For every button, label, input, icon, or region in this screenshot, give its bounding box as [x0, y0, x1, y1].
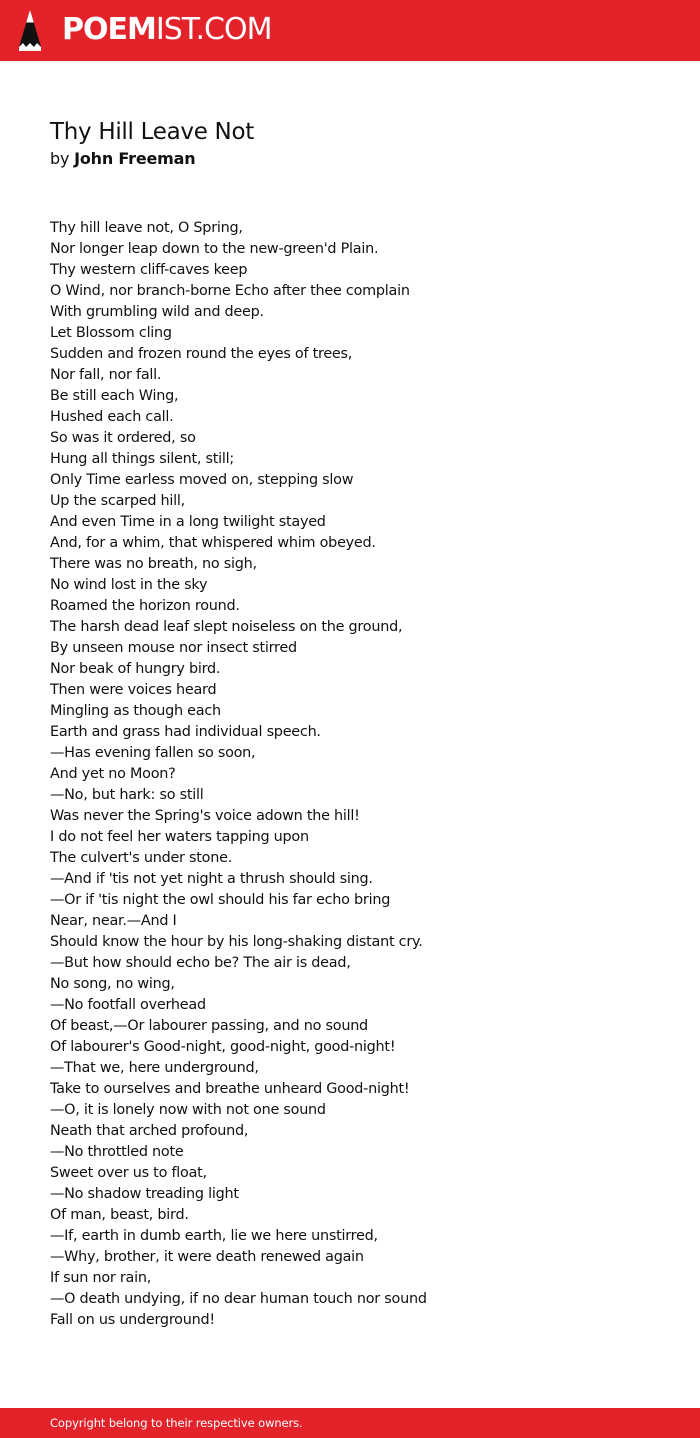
- poem-line: —O death undying, if no dear human touch nor sound: [50, 1291, 427, 1307]
- poem-line: O Wind, nor branch-borne Echo after thee complain: [50, 283, 410, 299]
- poem-line: Of labourer's Good-night, good-night, good-night!: [50, 1039, 396, 1055]
- poem-line: With grumbling wild and deep.: [50, 304, 264, 320]
- poem-line: Of man, beast, bird.: [50, 1207, 189, 1223]
- poem-line: —No, but hark: so still: [50, 787, 204, 803]
- poem-line: The harsh dead leaf slept noiseless on the ground,: [50, 619, 403, 635]
- poem-line: I do not feel her waters tapping upon: [50, 829, 309, 845]
- poem-line: And yet no Moon?: [50, 766, 176, 782]
- poem-line: —No shadow treading light: [50, 1186, 239, 1202]
- poem-line: —O, it is lonely now with not one sound: [50, 1102, 326, 1118]
- poem-line: Thy hill leave not, O Spring,: [50, 220, 243, 236]
- poem-line: Thy western cliff-caves keep: [50, 262, 248, 278]
- poem-line: Was never the Spring's voice adown the hill!: [50, 808, 360, 824]
- site-header: [0, 0, 700, 61]
- poem-line: Earth and grass had individual speech.: [50, 724, 321, 740]
- poem-line: By unseen mouse nor insect stirred: [50, 640, 297, 656]
- author-name: John Freeman: [74, 149, 196, 168]
- poem-line: Then were voices heard: [50, 682, 217, 698]
- poem-line: The culvert's under stone.: [50, 850, 233, 866]
- poem-line: —Why, brother, it were death renewed again: [50, 1249, 364, 1265]
- poem-line: Fall on us underground!: [50, 1312, 215, 1328]
- poem-line: Sudden and frozen round the eyes of trees,: [50, 346, 353, 362]
- poem-line: —If, earth in dumb earth, lie we here unstirred,: [50, 1228, 378, 1244]
- poem-line: Should know the hour by his long-shaking distant cry.: [50, 934, 423, 950]
- poem-body: [50, 218, 670, 1331]
- poem-line: There was no breath, no sigh,: [50, 556, 257, 572]
- poem-line: Hushed each call.: [50, 409, 174, 425]
- site-footer: [0, 1408, 700, 1438]
- poem-line: And even Time in a long twilight stayed: [50, 514, 326, 530]
- poem-line: —That we, here underground,: [50, 1060, 259, 1076]
- site-logo[interactable]: [62, 12, 271, 48]
- poem-line: Nor longer leap down to the new-green'd Plain.: [50, 241, 379, 257]
- poem-line: If sun nor rain,: [50, 1270, 152, 1286]
- poem-line: Roamed the horizon round.: [50, 598, 240, 614]
- poem-line: Hung all things silent, still;: [50, 451, 234, 467]
- poem-line: Let Blossom cling: [50, 325, 172, 341]
- logo-text-light: IST.COM: [155, 12, 272, 47]
- copyright-text: Copyright belong to their respective owners.: [50, 1416, 303, 1430]
- byline: [50, 148, 195, 170]
- poem-line: And, for a whim, that whispered whim obeyed.: [50, 535, 376, 551]
- by-label: by: [50, 149, 70, 168]
- poem-line: So was it ordered, so: [50, 430, 196, 446]
- poem-line: Neath that arched profound,: [50, 1123, 249, 1139]
- pencil-icon[interactable]: [17, 9, 43, 52]
- poem-line: Be still each Wing,: [50, 388, 179, 404]
- poem-line: Sweet over us to float,: [50, 1165, 207, 1181]
- poem-line: Nor fall, nor fall.: [50, 367, 162, 383]
- poem-line: —Has evening fallen so soon,: [50, 745, 256, 761]
- poem-line: —But how should echo be? The air is dead,: [50, 955, 351, 971]
- poem-line: Take to ourselves and breathe unheard Good-night!: [50, 1081, 410, 1097]
- poem-line: Of beast,—Or labourer passing, and no sound: [50, 1018, 368, 1034]
- poem-line: —No throttled note: [50, 1144, 184, 1160]
- poem-line: —And if 'tis not yet night a thrush should sing.: [50, 871, 373, 887]
- poem-line: —Or if 'tis night the owl should his far echo bring: [50, 892, 391, 908]
- poem-line: Nor beak of hungry bird.: [50, 661, 221, 677]
- poem-title: Thy Hill Leave Not: [50, 119, 254, 145]
- poem-line: No wind lost in the sky: [50, 577, 208, 593]
- poem-line: No song, no wing,: [50, 976, 175, 992]
- poem-line: —No footfall overhead: [50, 997, 206, 1013]
- poem-line: Near, near.—And I: [50, 913, 177, 929]
- poem-line: Up the scarped hill,: [50, 493, 185, 509]
- poem-line: Only Time earless moved on, stepping slow: [50, 472, 354, 488]
- poem-line: Mingling as though each: [50, 703, 221, 719]
- logo-text-strong: POEM: [62, 12, 156, 47]
